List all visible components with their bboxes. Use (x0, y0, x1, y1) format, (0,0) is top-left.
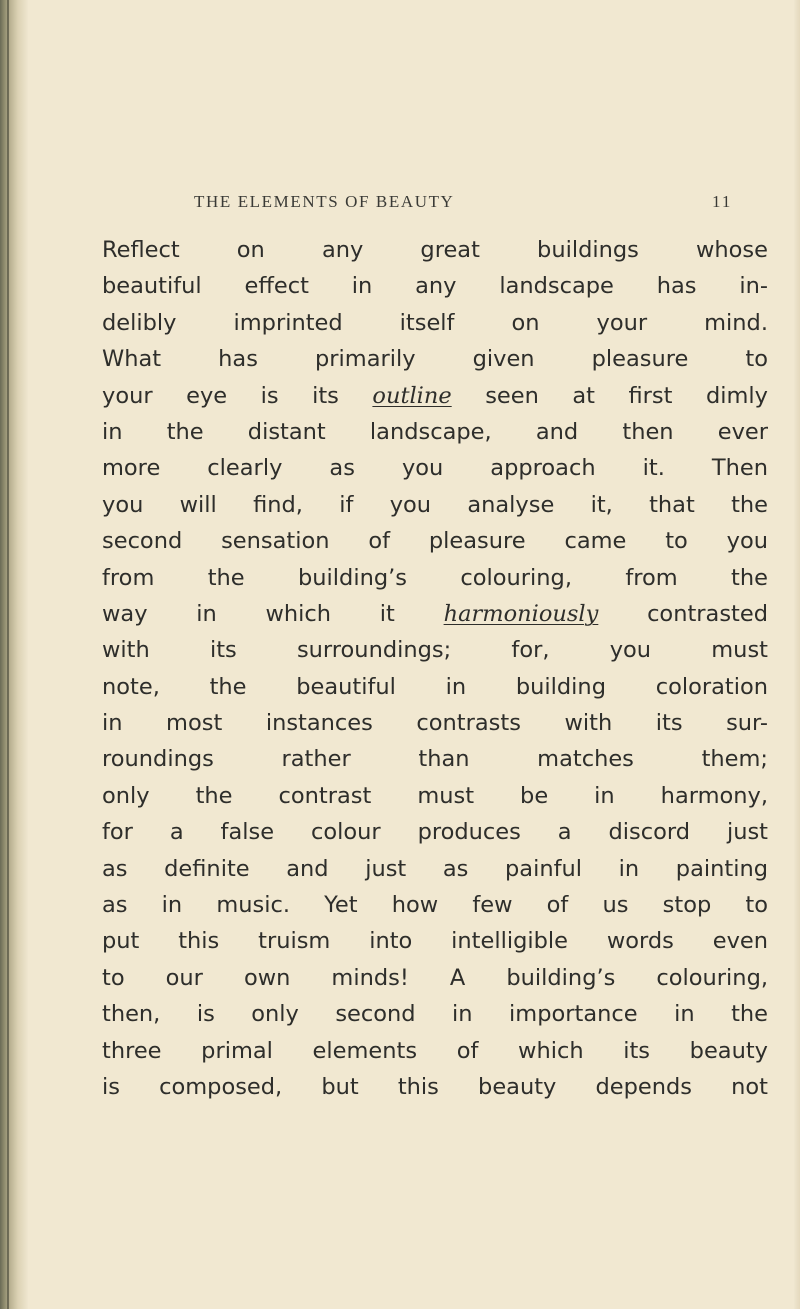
text-line: with its surroundings; for, you must (102, 637, 768, 664)
text-line: beautiful effect in any landscape has in- (102, 273, 768, 300)
text-line: delibly imprinted itself on your mind. (102, 309, 768, 336)
text-line: Reflect on any great buildings whose (102, 237, 768, 263)
text-line: only the contrast must be in harmony, (102, 782, 768, 809)
text-line: in most instances contrasts with its sur- (102, 710, 768, 737)
text-line: put this truism into intelligible words even (102, 928, 768, 955)
text-line: roundings rather than matches them; (102, 746, 768, 773)
page-number: 11 (712, 192, 733, 211)
text-line: to our own minds! A building’s colouring, (102, 964, 768, 991)
text-line: three primal elements of which its beauty (102, 1037, 768, 1064)
text-line: is composed, but this beauty depends not (102, 1073, 768, 1100)
text-line: What has primarily given pleasure to (102, 346, 768, 373)
text-line: note, the beautiful in building coloration (102, 673, 768, 700)
text-line: then, is only second in importance in the (102, 1001, 768, 1028)
text-line: as definite and just as painful in painting (102, 855, 768, 882)
emphasis-outline: outline (372, 382, 452, 409)
text-line: more clearly as you approach it. Then (102, 455, 768, 482)
text-line: as in music. Yet how few of us stop to (102, 892, 768, 919)
binding-edge-line (7, 0, 9, 1309)
text-line: your eye is its outline seen at first dimly (102, 382, 768, 409)
text-line: way in which it harmoniously contrasted (102, 600, 768, 627)
text-line: from the building’s colouring, from the (102, 564, 768, 591)
page-edge-shadow (794, 0, 800, 1309)
text-line: for a false colour produces a discord just (102, 819, 768, 846)
body-text (102, 232, 768, 1105)
running-head: THE ELEMENTS OF BEAUTY (194, 192, 455, 211)
text-line: in the distant landscape, and then ever (102, 418, 768, 445)
text-line: second sensation of pleasure came to you (102, 528, 768, 555)
binding-gutter (0, 0, 28, 1309)
text-line: you will find, if you analyse it, that the (102, 491, 768, 518)
emphasis-harmoniously: harmoniously (443, 600, 599, 627)
